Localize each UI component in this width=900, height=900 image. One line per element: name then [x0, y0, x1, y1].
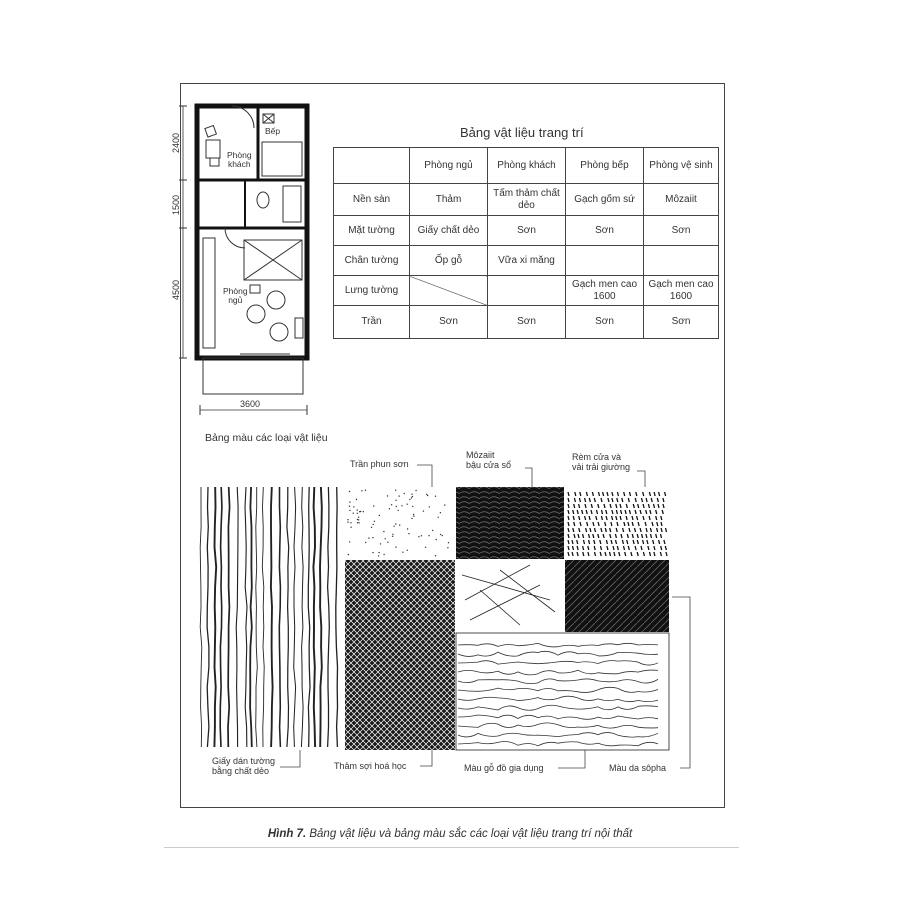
room-kitchen: Bếp — [265, 126, 281, 136]
table-cell: Gạch men cao 1600 — [566, 276, 644, 306]
table-cell: Gạch gốm sứ — [566, 184, 644, 216]
label-curtain-line2: vải trải giường — [572, 462, 630, 473]
table-cell: Sơn — [566, 306, 644, 339]
header-cell: Phòng bếp — [566, 148, 644, 184]
swatch-mosaic — [456, 487, 564, 559]
room-living-line2: khách — [227, 159, 251, 170]
table-cell: Sơn — [488, 216, 566, 246]
header-cell: Phòng vệ sinh — [644, 148, 719, 184]
page-rule — [164, 847, 739, 848]
label-carpet: Thảm sợi hoá học — [334, 761, 407, 771]
label-mosaic-line2: bậu cửa sổ — [466, 460, 512, 471]
label-wallpaper-line2: bằng chất dẻo — [212, 766, 270, 777]
figure-caption — [0, 828, 900, 840]
swatch-carpet — [345, 560, 455, 750]
table-cell: Sơn — [566, 216, 644, 246]
caption-text: Bảng vật liệu và bảng màu sắc các loại vật liệu trang trí nội thất — [309, 828, 633, 840]
table-cell: Ốp gỗ — [410, 246, 488, 276]
table-cell: Giấy chất dẻo — [410, 216, 488, 246]
table-cell: Môzaiit — [644, 184, 719, 216]
table-cell: Sơn — [644, 216, 719, 246]
label-ceiling: Trần phun sơn — [350, 459, 409, 469]
label-wood: Màu gỗ đồ gia dụng — [464, 763, 544, 773]
table-cell: Sơn — [410, 306, 488, 339]
dim-top: 2400 — [171, 132, 182, 154]
table-cell: Thảm — [410, 184, 488, 216]
table-cell: Vữa xi măng — [488, 246, 566, 276]
caption-label: Hình 7. — [267, 828, 307, 840]
swatch-wallpaper — [200, 487, 337, 747]
row-label: Mặt tường — [334, 216, 410, 246]
label-wallpaper-line1: Giấy dán tường — [212, 756, 275, 766]
row-label: Chân tường — [334, 246, 410, 276]
label-curtain — [572, 452, 630, 473]
row-label: Trần — [334, 306, 410, 339]
label-curtain-line1: Rèm cửa và — [572, 452, 622, 462]
palette-title: Bảng màu các loại vật liệu — [205, 432, 328, 444]
table-cell: Gạch men cao 1600 — [644, 276, 719, 306]
row-label: Lưng tường — [334, 276, 410, 306]
row-label: Nền sàn — [334, 184, 410, 216]
swatch-ceiling — [345, 487, 455, 559]
room-bedroom-line1: Phòng — [223, 286, 248, 296]
label-sofa: Màu da sôpha — [609, 763, 667, 773]
table-cell: Tấm thảm chất dẻo — [488, 184, 566, 216]
label-mosaic-line1: Môzaiit — [466, 450, 495, 460]
label-wallpaper — [212, 756, 275, 777]
header-cell: Phòng ngủ — [410, 148, 488, 184]
swatch-sofa — [565, 560, 669, 632]
label-mosaic — [466, 450, 511, 471]
table-cell: Sơn — [488, 306, 566, 339]
header-cell: Phòng khách — [488, 148, 566, 184]
room-living-line1: Phòng — [227, 150, 252, 160]
room-bedroom-line2: ngủ — [228, 295, 243, 306]
material-table-title: Bảng vật liệu trang trí — [460, 125, 584, 140]
dim-middle: 1500 — [171, 194, 182, 216]
dim-width: 3600 — [240, 399, 261, 409]
table-cell: Sơn — [644, 306, 719, 339]
dim-bottom: 4500 — [171, 279, 182, 301]
